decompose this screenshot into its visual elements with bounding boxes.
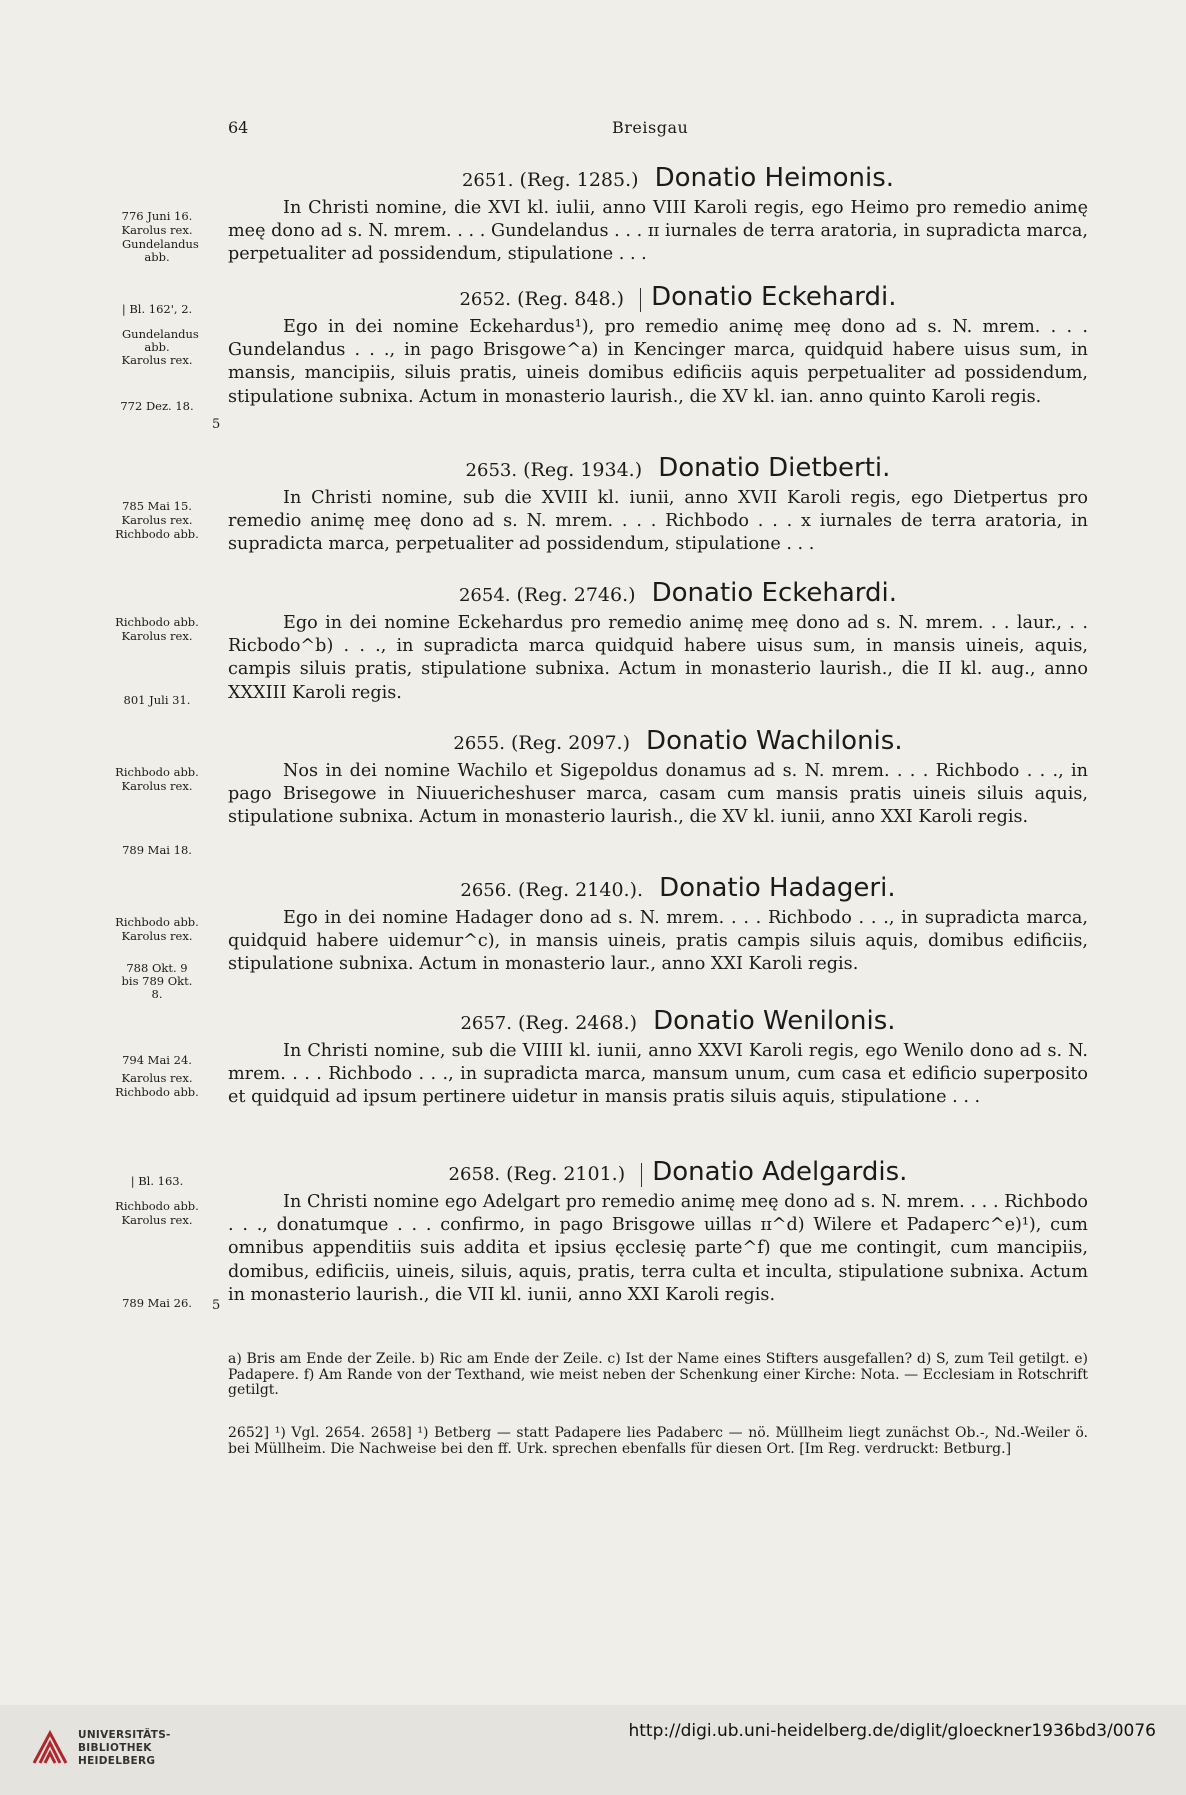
library-name — [78, 1729, 171, 1768]
entry-reg: (Reg. 2140.). — [517, 879, 644, 901]
running-head: Breisgau — [612, 118, 689, 137]
entry-reg: (Reg. 1285.) — [519, 169, 639, 191]
margin-note: | Bl. 163. — [130, 1174, 184, 1188]
margin-note: Gundelandus abb. — [122, 327, 199, 354]
entry-title — [228, 1157, 1088, 1187]
entry-number: 2655. — [453, 733, 505, 754]
entry-name: Donatio Adelgardis. — [652, 1157, 908, 1187]
entry-title — [228, 873, 1088, 903]
entry-text: In Christi nomine ego Adelgart pro remedio animę meę dono ad s. N. mrem. . . . Richbodo . . ., donatumque . . . confirmo, in pago Brisgowe uillas ɪɪ^d) Wilere et Padaperc^e)¹), cum omnibus appenditiis suis addita et ipsius ęcclesię parte^f) que me contingit, cum mancipiis, domibus, edificiis, uineis, siluis, aquis, pratis, terra culta et inculta, stipulatione subnixa. Actum in monasterio laurish., die VII kl. iunii, anno XXI Karoli regis. — [228, 1192, 1088, 1305]
critical-apparatus: a) Bris am Ende der Zeile. b) Ric am Ende der Zeile. c) Ist der Name eines Stifters ausgefallen? d) S, zum Teil getilgt. e) Padapere. f) Am Rande von der Texthand, wie meist neben der Schenkung einer Kirche: Nota. — Ecclesiam in Rotschrift getilgt. — [228, 1351, 1088, 1398]
margin-note: 794 Mai 24. — [122, 1053, 192, 1067]
entry-reg: (Reg. 2746.) — [516, 584, 636, 606]
margin-note: Richbodo abb. — [115, 765, 199, 779]
entry-number: 2652. — [459, 289, 512, 310]
margin-note: Karolus rex. — [121, 353, 193, 367]
library-name-line: UNIVERSITÄTS- — [78, 1729, 171, 1741]
entry-title — [228, 453, 1088, 483]
margin-note: Richbodo abb. — [115, 527, 199, 541]
entry-reg: (Reg. 2101.) — [506, 1163, 626, 1185]
library-logo-icon — [30, 1727, 70, 1767]
margin-note: Richbodo abb. — [115, 1199, 199, 1213]
charter-entry — [228, 726, 1088, 830]
charter-entry — [228, 453, 1088, 557]
entry-number: 2656. — [460, 880, 512, 901]
entry-number: 2658. — [448, 1164, 501, 1185]
entry-text: In Christi nomine, sub die VIIII kl. iunii, anno XXVI Karoli regis, ego Wenilo dono ad s. N. mrem. . . . Richbodo . . ., in supradicta marca, mansum unum, cum casa et edificio superposito et quidquid ad ipsum pertinere uidetur in mansis pratis siluis aquis, stipulatione . . . — [228, 1041, 1088, 1108]
entry-reg: (Reg. 2468.) — [518, 1012, 638, 1034]
charter-entry — [228, 163, 1088, 267]
margin-note: Gundelandus abb. — [122, 237, 199, 264]
line-number: 5 — [212, 417, 221, 432]
line-number: 5 — [212, 1298, 221, 1313]
entry-title — [228, 1006, 1088, 1036]
entry-number: 2654. — [458, 585, 511, 606]
margin-note: Karolus rex. — [121, 929, 193, 943]
entry-text: Nos in dei nomine Wachilo et Sigepoldus donamus ad s. N. mrem. . . . Richbodo . . ., in pago Brisegowe in Niuuericheshuser marca, casam cum mansis pratis uineis siluis aquis, stipulatione subnixa. Actum in monasterio laurish., die XV kl. iunii, anno XXI Karoli regis. — [228, 761, 1088, 828]
entry-text: Ego in dei nomine Hadager dono ad s. N. mrem. . . . Richbodo . . ., in supradicta marca, quidquid habere uidemur^c), in mansis uineis, pratis campis siluis aquis, domibus edificiis, stipulatione subnixa. Actum in monasterio laur., anno XXI Karoli regis. — [228, 908, 1088, 975]
charter-entry — [228, 578, 1088, 705]
margin-note: Karolus rex. — [121, 779, 193, 793]
entry-name: Donatio Eckehardi. — [651, 282, 897, 312]
margin-note: Karolus rex. — [121, 629, 193, 643]
charter-entry — [228, 282, 1088, 409]
entry-number: 2651. — [461, 170, 514, 191]
margin-note: 789 Mai 26. — [122, 1296, 192, 1310]
page-header — [0, 118, 1186, 142]
page-number: 64 — [228, 118, 249, 137]
entry-title — [228, 726, 1088, 756]
charter-entry — [228, 1006, 1088, 1110]
margin-note: Richbodo abb. — [115, 615, 199, 629]
margin-note: 801 Juli 31. — [123, 693, 191, 707]
library-name-line: HEIDELBERG — [78, 1755, 156, 1767]
margin-note: | Bl. 162', 2. — [121, 302, 193, 316]
entry-reg: (Reg. 848.) — [517, 288, 624, 310]
entry-number: 2657. — [460, 1013, 512, 1034]
margin-note: Karolus rex. — [121, 1213, 193, 1227]
entry-title — [228, 282, 1088, 312]
entry-name: Donatio Wachilonis. — [646, 726, 903, 756]
entry-reg: (Reg. 1934.) — [523, 459, 643, 481]
margin-note: Richbodo abb. — [115, 1085, 199, 1099]
entry-number: 2653. — [465, 460, 518, 481]
margin-note: Karolus rex. — [121, 223, 193, 237]
charter-entry — [228, 1157, 1088, 1307]
margin-note: 788 Okt. 9 bis 789 Okt. 8. — [121, 961, 193, 1001]
entry-reg: (Reg. 2097.) — [510, 732, 630, 754]
entry-text: In Christi nomine, sub die XVIII kl. iunii, anno XVII Karoli regis, ego Dietpertus pro remedio animę meę dono ad s. N. mrem. . . . Richbodo . . . x iurnales de terra aratoria, in supradicta marca, perpetualiter ad possidendum, stipulatione . . . — [228, 488, 1088, 555]
margin-note: 772 Dez. 18. — [120, 399, 194, 413]
library-footer — [0, 1705, 1186, 1795]
entry-name: Donatio Wenilonis. — [653, 1006, 896, 1036]
entry-name: Donatio Heimonis. — [654, 163, 895, 193]
entry-text: Ego in dei nomine Eckehardus pro remedio animę meę dono ad s. N. mrem. . . laur., . . Ricbodo^b) . . ., in supradicta marca quidquid habere uisus sum, in mansis uineis, aquis, campis siluis pratis, stipulatione subnixa. Actum in monasterio laurish., die II kl. aug., anno XXXIII Karoli regis. — [228, 613, 1088, 703]
entry-text: Ego in dei nomine Eckehardus¹), pro remedio animę meę dono ad s. N. mrem. . . . Gundelandus . . ., in pago Brisgowe^a) in Kencinger marca, quidquid habere uisus sum, in mansis, mancipiis, siluis pratis, uineis domibus edificiis aquis perpetualiter ad possidendum, stipulatione subnixa. Actum in monasterio laurish., die XV kl. ian. anno quinto Karoli regis. — [228, 317, 1088, 407]
charter-entry — [228, 873, 1088, 977]
margin-note: Karolus rex. — [121, 1071, 193, 1085]
margin-note: Richbodo abb. — [115, 915, 199, 929]
margin-bar — [641, 1163, 642, 1187]
entry-name: Donatio Eckehardi. — [651, 578, 898, 608]
margin-note: 776 Juni 16. — [121, 209, 193, 223]
margin-note: Karolus rex. — [121, 513, 193, 527]
entry-title — [228, 578, 1088, 608]
margin-bar — [640, 288, 641, 312]
commentary-notes: 2652] ¹) Vgl. 2654. 2658] ¹) Betberg — statt Padapere lies Padaberc — nö. Müllheim liegt zunächst Ob.-, Nd.-Weiler ö. bei Müllheim. Die Nachweise bei den ff. Urk. sprechen ebenfalls für diesen Ort. [Im Reg. verdruckt: Betburg.] — [228, 1425, 1088, 1457]
source-url-link[interactable]: http://digi.ub.uni-heidelberg.de/diglit/gloeckner1936bd3/0076 — [628, 1721, 1156, 1741]
entry-text: In Christi nomine, die XVI kl. iulii, anno VIII Karoli regis, ego Heimo pro remedio animę meę dono ad s. N. mrem. . . . Gundelandus . . . ɪɪ iurnales de terra aratoria, in supradicta marca, perpetualiter ad possidendum, stipulatione . . . — [228, 198, 1088, 265]
entry-name: Donatio Hadageri. — [659, 873, 896, 903]
library-name-line: BIBLIOTHEK — [78, 1742, 152, 1754]
entry-title — [228, 163, 1088, 193]
margin-note: 785 Mai 15. — [122, 499, 192, 513]
margin-note: 789 Mai 18. — [122, 843, 192, 857]
entry-name: Donatio Dietberti. — [658, 453, 891, 483]
